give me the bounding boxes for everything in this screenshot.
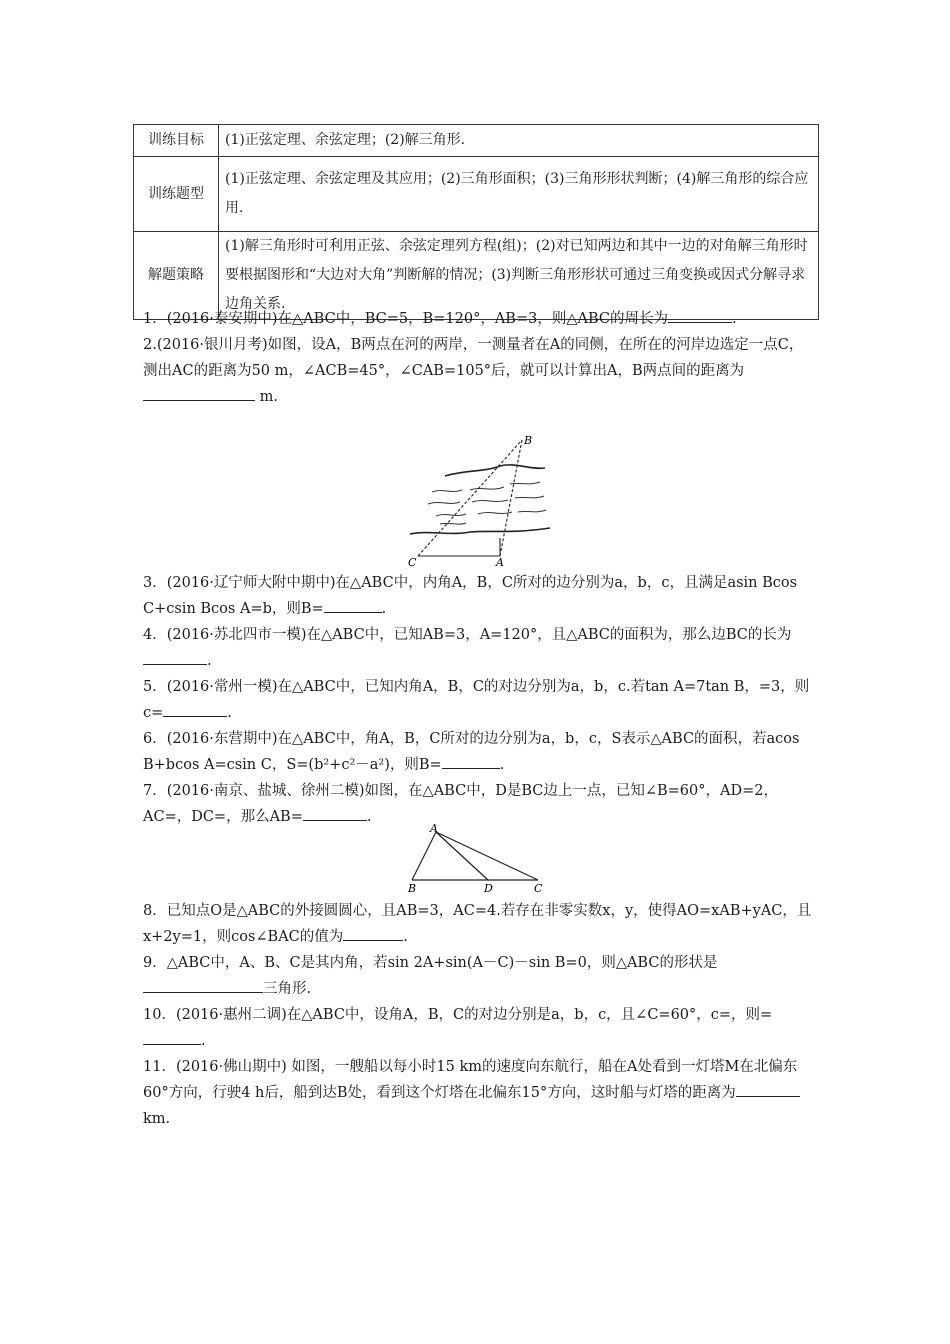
problem-7: 7．(2016·南京、盐城、徐州二模)如图，在△ABC中，D是BC边上一点，已知∠B=60°，AD=2，AC=，DC=，那么AB= . <box>143 783 778 825</box>
answer-blank[interactable] <box>143 1030 201 1045</box>
training-info-table <box>133 124 819 320</box>
answer-blank[interactable] <box>163 702 227 717</box>
point-label-A: A <box>430 822 438 835</box>
river-figure <box>400 432 560 572</box>
problem-group-3 <box>143 898 813 1132</box>
triangle-figure <box>404 822 554 894</box>
answer-blank[interactable] <box>143 978 263 993</box>
answer-blank[interactable] <box>736 1082 800 1097</box>
problem-8: 8．已知点O是△ABC的外接圆圆心，且AB=3，AC=4.若存在非零实数x，y，使得AO=xAB+yAC，且x+2y=1，则cos∠BAC的值为 . <box>143 903 812 945</box>
problem-10: 10．(2016·惠州二调)在△ABC中，设角A，B，C的对边分别是a，b，c，且∠C=60°，c=，则=. <box>143 1007 773 1049</box>
point-label-B: B <box>524 434 533 447</box>
point-label-B: B <box>408 882 417 894</box>
point-label-C: C <box>408 556 417 569</box>
answer-blank[interactable] <box>143 650 207 665</box>
table-row <box>134 157 819 232</box>
problem-3: 3．(2016·辽宁师大附中期中)在△ABC中，内角A，B，C所对的边分别为a，b，c，且满足asin Bcos C+csin Bcos A=b，则B= . <box>143 575 798 617</box>
problem-group-1 <box>143 306 813 410</box>
answer-blank[interactable] <box>343 926 403 941</box>
problem-4: 4．(2016·苏北四市一模)在△ABC中，已知AB=3，A=120°，且△ABC的面积为，那么边BC的长为. <box>143 627 792 669</box>
answer-blank[interactable] <box>668 308 732 323</box>
answer-blank[interactable] <box>303 806 367 821</box>
problem-5: 5．(2016·常州一模)在△ABC中，已知内角A，B，C的对边分别为a，b，c.若tan A=7tan B，=3，则c= . <box>143 679 810 721</box>
row-content-goal: (1)正弦定理、余弦定理；(2)解三角形. <box>219 125 819 157</box>
row-label-types: 训练题型 <box>134 157 219 232</box>
point-label-C: C <box>534 882 543 894</box>
problem-1: 1．(2016·泰安期中)在△ABC中，BC=5，B=120°，AB=3，则△ABC的周长为 . <box>143 306 813 332</box>
table-row <box>134 125 819 157</box>
answer-blank[interactable] <box>143 386 255 401</box>
problem-11: 11．(2016·佛山期中) 如图，一艘船以每小时15 km的速度向东航行，船在A处看到一灯塔M在北偏东60°方向，行驶4 h后，船到达B处，看到这个灯塔在北偏东15°方向，这时船与灯塔的距离为 km. <box>143 1054 813 1132</box>
problem-9: 9．△ABC中，A、B、C是其内角，若sin 2A+sin(A－C)－sin B=0，则△ABC的形状是三角形. <box>143 955 718 997</box>
problem-group-2 <box>143 570 813 830</box>
point-label-D: D <box>484 882 493 894</box>
problem-2: 2.(2016·银川月考)如图，设A，B两点在河的两岸，一测量者在A的同侧，在所在的河岸边选定一点C，测出AC的距离为50 m，∠ACB=45°，∠CAB=105°后，就可以计算出A，B两点间的距离为 m. <box>143 337 804 405</box>
point-label-A: A <box>496 556 504 569</box>
row-label-goal: 训练目标 <box>134 125 219 157</box>
problem-6: 6．(2016·东营期中)在△ABC中，角A，B，C所对的边分别为a，b，c，S表示△ABC的面积，若acos B+bcos A=csin C，S=(b²+c²－a²)，则B= . <box>143 731 800 773</box>
row-label-strategy: 解题策略 <box>134 232 219 320</box>
row-content-strategy: (1)解三角形时可利用正弦、余弦定理列方程(组)；(2)对已知两边和其中一边的对角解三角形时要根据图形和“大边对大角”判断解的情况；(3)判断三角形形状可通过三角变换或因式分解寻求边角关系. <box>219 232 819 320</box>
row-content-types: (1)正弦定理、余弦定理及其应用；(2)三角形面积；(3)三角形形状判断；(4)解三角形的综合应用. <box>219 157 819 232</box>
answer-blank[interactable] <box>442 754 500 769</box>
answer-blank[interactable] <box>324 598 382 613</box>
